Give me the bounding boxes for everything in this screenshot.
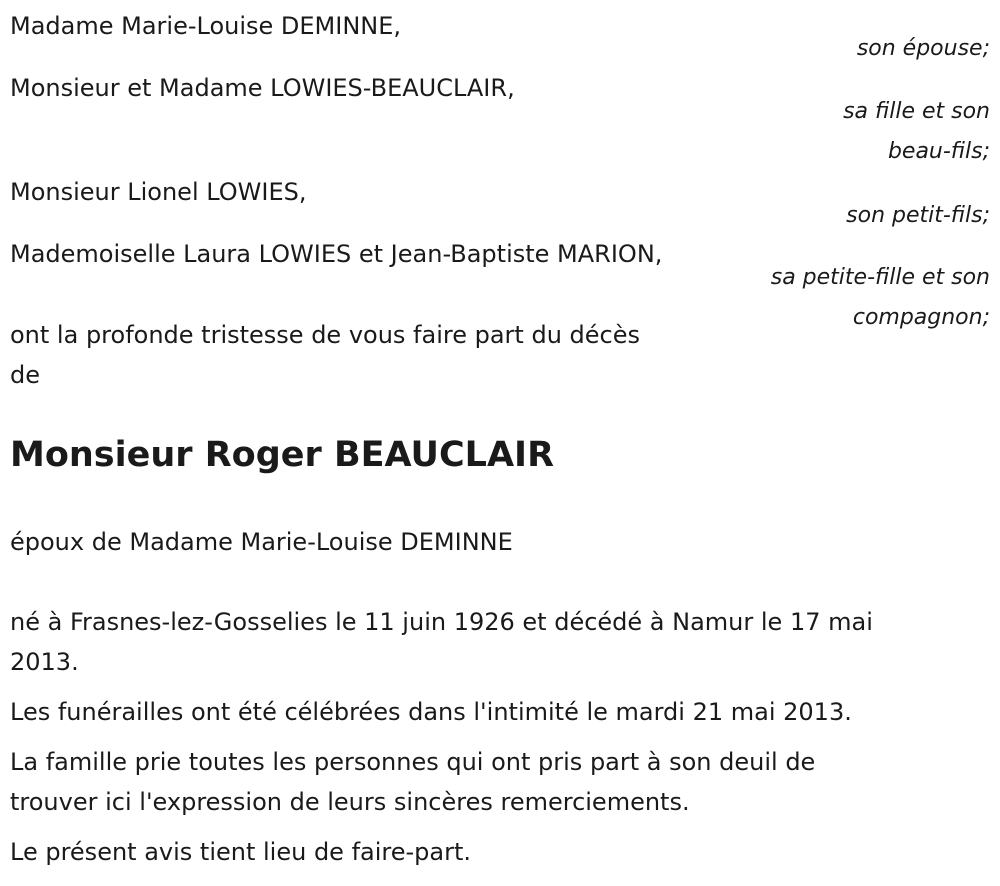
family-member-grandson: Monsieur Lionel LOWIES, [10, 178, 307, 206]
relation-daughter-line2: beau-fils; [887, 139, 990, 164]
announcement-line1: ont la profonde tristesse de vous faire part du décès [10, 321, 640, 349]
relation-spouse: son épouse; [856, 36, 990, 61]
birth-death-line1: né à Frasnes-lez-Gosselies le 11 juin 1926 et décédé à Namur le 17 mai [10, 608, 873, 636]
relation-granddaughter-line2: compagnon; [852, 305, 990, 330]
notice-line: Le présent avis tient lieu de faire-part. [10, 838, 472, 866]
family-member-spouse: Madame Marie-Louise DEMINNE, [10, 12, 402, 40]
spouse-line: époux de Madame Marie-Louise DEMINNE [10, 528, 513, 556]
relation-grandson: son petit-fils; [846, 203, 990, 228]
thanks-line1: La famille prie toutes les personnes qui ont pris part à son deuil de [10, 748, 816, 776]
thanks-line2: trouver ici l'expression de leurs sincères remerciements. [10, 788, 690, 816]
relation-granddaughter-line1: sa petite-fille et son [770, 265, 990, 290]
announcement-line2: de [10, 361, 40, 389]
birth-death-line2: 2013. [10, 648, 79, 676]
family-member-daughter: Monsieur et Madame LOWIES-BEAUCLAIR, [10, 74, 515, 102]
funeral-line: Les funérailles ont été célébrées dans l'intimité le mardi 21 mai 2013. [10, 698, 852, 726]
relation-daughter-line1: sa fille et son [843, 99, 990, 124]
deceased-name: Monsieur Roger BEAUCLAIR [10, 435, 555, 475]
family-member-granddaughter: Mademoiselle Laura LOWIES et Jean-Baptiste MARION, [10, 240, 663, 268]
